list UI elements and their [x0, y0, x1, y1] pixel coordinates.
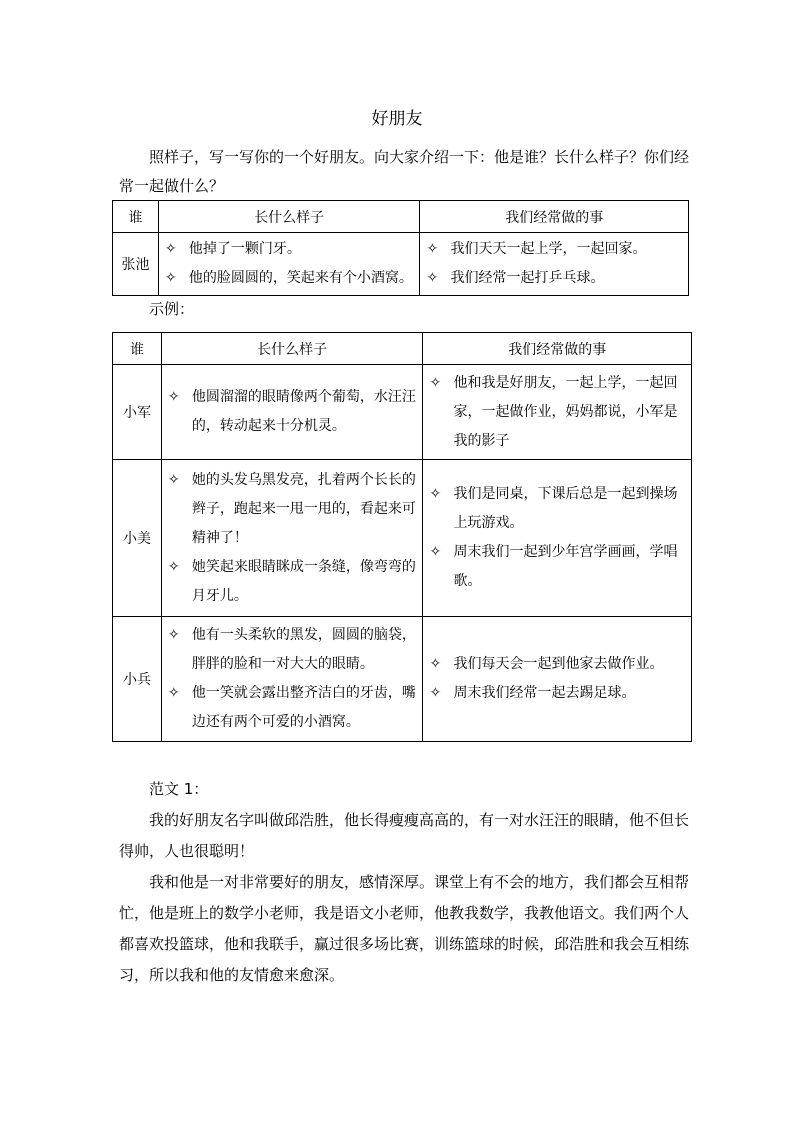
looks-cell [161, 617, 423, 742]
sample-essay [119, 774, 694, 991]
diamond-star-icon: ✧ [429, 544, 442, 560]
intro-text: 照样子，写一写你的一个好朋友。向大家介绍一下：他是谁？长什么样子？你们经常一起做什么？ [119, 148, 690, 195]
header-looks: 长什么样子 [158, 201, 420, 233]
diamond-star-icon: ✧ [429, 656, 442, 672]
looks-cell [158, 233, 420, 296]
diamond-star-icon: ✧ [429, 486, 442, 502]
diamond-star-icon: ✧ [167, 685, 180, 701]
diamond-star-icon: ✧ [426, 270, 439, 286]
header-who: 谁 [113, 333, 162, 365]
example-table [112, 332, 692, 742]
list-item: ✧ 他掉了一颗门牙。 [165, 235, 414, 264]
diamond-star-icon: ✧ [167, 389, 180, 405]
activities-cell [423, 365, 692, 460]
diamond-star-icon: ✧ [429, 374, 442, 391]
friend-table [112, 200, 689, 296]
list-item: ✧ 他有一头柔软的黑发，圆圆的脑袋，胖胖的脸和一对大大的眼睛。 [168, 621, 417, 679]
example-label: 示例： [149, 300, 195, 318]
essay-label: 范文 1： [149, 780, 209, 798]
list-item: ✧ 我们经常一起打乒乓球。 [426, 264, 682, 293]
list-item: ✧ 他的脸圆圆的，笑起来有个小酒窝。 [165, 264, 414, 293]
list-item: ✧ 周末我们经常一起去踢足球。 [429, 679, 685, 708]
friend-name: 张池 [113, 233, 159, 296]
list-item: ✧ 他一笑就会露出整齐洁白的牙齿，嘴边还有两个可爱的小酒窝。 [168, 679, 417, 737]
header-looks: 长什么样子 [161, 333, 423, 365]
activities-cell [423, 617, 692, 742]
table-row [113, 233, 689, 296]
looks-cell [161, 460, 423, 617]
header-activities: 我们经常做的事 [420, 201, 689, 233]
table-row [113, 365, 692, 460]
header-activities: 我们经常做的事 [423, 333, 692, 365]
table-header-row [113, 333, 692, 365]
list-item: ✧ 她笑起来眼睛眯成一条缝，像弯弯的月牙儿。 [168, 553, 417, 611]
diamond-star-icon: ✧ [167, 558, 180, 575]
list-item: ✧ 我们天天一起上学，一起回家。 [426, 235, 682, 264]
header-who: 谁 [113, 201, 159, 233]
table-header-row [113, 201, 689, 233]
list-item: ✧ 周末我们一起到少年宫学画画，学唱歌。 [429, 538, 685, 596]
diamond-star-icon: ✧ [167, 627, 180, 643]
diamond-star-icon: ✧ [429, 685, 442, 701]
list-item: ✧ 他圆溜溜的眼睛像两个葡萄，水汪汪的，转动起来十分机灵。 [168, 383, 417, 441]
list-item: ✧ 我们每天会一起到他家去做作业。 [429, 650, 685, 679]
diamond-star-icon: ✧ [426, 241, 439, 257]
essay-paragraph: 我和他是一对非常要好的朋友，感情深厚。课堂上有不会的地方，我们都会互相帮忙，他是班上的数学小老师，我是语文小老师，他教我数学，我教他语文。我们两个人都喜欢投篮球，他和我联手，赢过很多场比赛，训练篮球的时候，邱浩胜和我会互相练习，所以我和他的友情愈来愈深。 [119, 873, 690, 984]
activities-cell [423, 460, 692, 617]
looks-cell [161, 365, 423, 460]
diamond-star-icon: ✧ [164, 270, 177, 286]
diamond-star-icon: ✧ [167, 471, 180, 488]
table-row [113, 460, 692, 617]
list-item: ✧ 他和我是好朋友，一起上学，一起回家，一起做作业，妈妈都说，小军是我的影子 [429, 369, 685, 456]
friend-name: 小兵 [113, 617, 162, 742]
diamond-star-icon: ✧ [164, 241, 177, 257]
page-title: 好朋友 [371, 109, 423, 129]
list-item: ✧ 她的头发乌黑发亮，扎着两个长长的辫子，跑起来一甩一甩的，看起来可精神了！ [168, 466, 417, 553]
activities-cell [420, 233, 689, 296]
friend-name: 小军 [113, 365, 162, 460]
essay-paragraph: 我的好朋友名字叫做邱浩胜，他长得瘦瘦高高的，有一对水汪汪的眼睛，他不但长得帅，人也很聪明！ [119, 811, 690, 860]
table-row [113, 617, 692, 742]
friend-name: 小美 [113, 460, 162, 617]
list-item: ✧ 我们是同桌，下课后总是一起到操场上玩游戏。 [429, 480, 685, 538]
